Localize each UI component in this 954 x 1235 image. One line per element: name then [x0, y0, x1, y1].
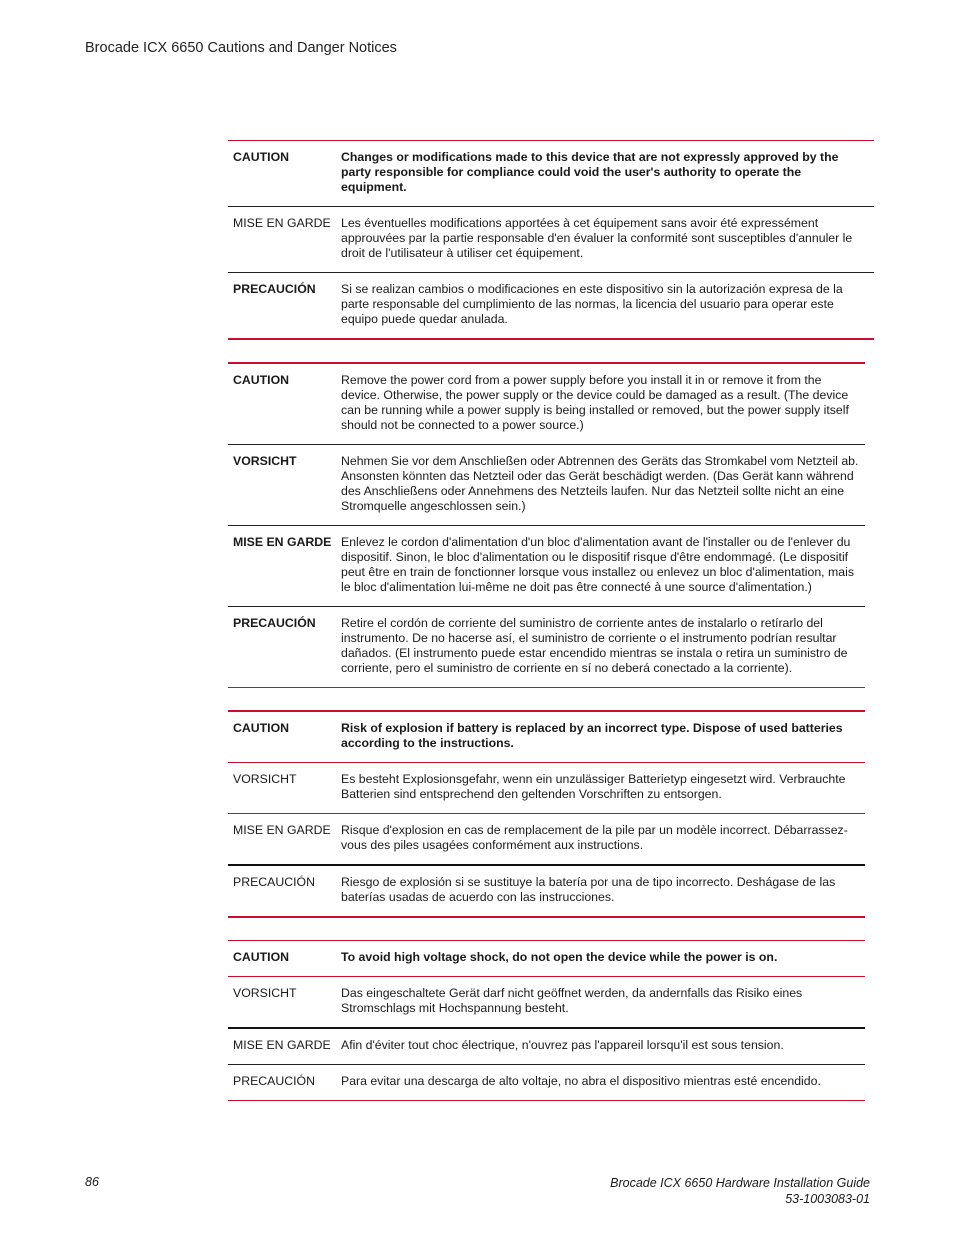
notice-label: CAUTION	[233, 721, 290, 735]
notice-row-mise-en-garde	[228, 813, 865, 864]
notice-text: Retire el cordón de corriente del suministro de corriente antes de instalarlo o retírarlo del instrumento. De no hacerse así, el suministro de corriente o el instrumento podrían resultar dañados. (El instrumento puede estar encendido mientras se instala o retira un suministro de corriente, pero el suministro de corriente en sí no deberá conectado a la corriente).	[341, 616, 848, 675]
notice-row-vorsicht	[228, 444, 865, 525]
notice-row-vorsicht	[228, 976, 865, 1027]
notice-text: Enlevez le cordon d'alimentation d'un bloc d'alimentation avant de l'installer ou de l'enlever du dispositif. Sinon, le bloc d'alimentation ou le dispositif risque d'être endommagé. (Le dispositif peut être en train de fonctionner lorsque vous installez ou enlevez un bloc d'alimentation, mais le bloc d'alimentation lui-même ne doit pas être connecté à une source d'alimentation.)	[341, 535, 854, 594]
notice-label: MISE EN GARDE	[233, 216, 331, 230]
notice-row-precaucion	[228, 1064, 865, 1100]
notice-battery	[228, 710, 865, 918]
guide-title: Brocade ICX 6650 Hardware Installation Guide	[610, 1176, 870, 1190]
notice-row-caution	[228, 140, 874, 206]
notice-text: Risque d'explosion en cas de remplacement de la pile par un modèle incorrect. Débarrassez-vous des piles usagées conformément aux instructions.	[341, 823, 848, 852]
notice-row-vorsicht	[228, 762, 865, 813]
notice-compliance	[228, 140, 874, 340]
notice-row-caution	[228, 940, 865, 976]
notice-label: PRECAUCIÓN	[233, 1074, 315, 1088]
notice-row-caution	[228, 710, 865, 762]
notice-power-cord	[228, 362, 865, 688]
notice-row-precaucion	[228, 864, 865, 916]
notice-label: PRECAUCIÓN	[233, 616, 316, 630]
notice-text: To avoid high voltage shock, do not open the device while the power is on.	[341, 950, 778, 964]
notice-label: VORSICHT	[233, 772, 297, 786]
notice-label: CAUTION	[233, 373, 290, 387]
doc-number: 53-1003083-01	[785, 1192, 870, 1206]
notice-high-voltage	[228, 940, 865, 1101]
notice-text: Les éventuelles modifications apportées à cet équipement sans avoir été expressément approuvées par la partie responsable d'en évaluer la conformité sont susceptibles d'annuler le droit de l'utilisateur à utiliser cet équipement.	[341, 216, 853, 260]
notice-text: Afin d'éviter tout choc électrique, n'ouvrez pas l'appareil lorsqu'il est sous tension.	[341, 1038, 784, 1052]
notice-row-precaucion	[228, 606, 865, 687]
notice-text: Riesgo de explosión si se sustituye la batería por una de tipo incorrecto. Deshágase de las baterías usadas de acuerdo con las instrucciones.	[341, 875, 836, 904]
notice-text: Es besteht Explosionsgefahr, wenn ein unzulässiger Batterietyp eingesetzt wird. Verbrauchte Batterien sind entsprechend den geltenden Vorschriften zu entsorgen.	[341, 772, 846, 801]
notice-label: MISE EN GARDE	[233, 535, 332, 549]
notices-container	[228, 140, 874, 1123]
notice-text: Nehmen Sie vor dem Anschließen oder Abtrennen des Geräts das Stromkabel vom Netzteil ab. Ansonsten könnten das Netzteil oder das Gerät beschädigt werden. (Das Gerät kann während des Anschließens oder Annehmens des Netzteils laufen. Nur das Netzteil sollte nicht an eine Stromquelle angeschlossen sein.)	[341, 454, 859, 513]
page-footer	[610, 1175, 870, 1207]
notice-label: CAUTION	[233, 950, 290, 964]
notice-text: Risk of explosion if battery is replaced by an incorrect type. Dispose of used batteries according to the instructions.	[341, 721, 843, 750]
notice-text: Para evitar una descarga de alto voltaje, no abra el dispositivo mientras esté encendido.	[341, 1074, 821, 1088]
notice-row-caution	[228, 362, 865, 444]
notice-row-mise-en-garde	[228, 525, 865, 606]
notice-label: VORSICHT	[233, 986, 297, 1000]
notice-text: Si se realizan cambios o modificaciones en este dispositivo sin la autorización expresa de la parte responsable del cumplimiento de las normas, la licencia del usuario para operar este equipo puede quedar anulada.	[341, 282, 843, 326]
notice-label: MISE EN GARDE	[233, 1038, 331, 1052]
notice-label: PRECAUCIÓN	[233, 282, 316, 296]
page-number: 86	[85, 1175, 99, 1189]
notice-label: PRECAUCIÓN	[233, 875, 315, 889]
notice-label: VORSICHT	[233, 454, 297, 468]
notice-label: MISE EN GARDE	[233, 823, 331, 837]
page-header: Brocade ICX 6650 Cautions and Danger Notices	[85, 40, 397, 56]
notice-label: CAUTION	[233, 150, 290, 164]
notice-row-precaucion	[228, 272, 874, 338]
notice-row-mise-en-garde	[228, 206, 874, 272]
notice-text: Remove the power cord from a power supply before you install it in or remove it from the device. Otherwise, the power supply or the device could be damaged as a result. (The device can be running while a power supply is being installed or removed, but the power supply itself should not be connected to a power source.)	[341, 373, 849, 432]
notice-text: Das eingeschaltete Gerät darf nicht geöffnet werden, da andernfalls das Risiko eines Stromschlags mit Hochspannung besteht.	[341, 986, 803, 1015]
notice-text: Changes or modifications made to this device that are not expressly approved by the party responsible for compliance could void the user's authority to operate the equipment.	[341, 150, 839, 194]
notice-row-mise-en-garde	[228, 1027, 865, 1064]
